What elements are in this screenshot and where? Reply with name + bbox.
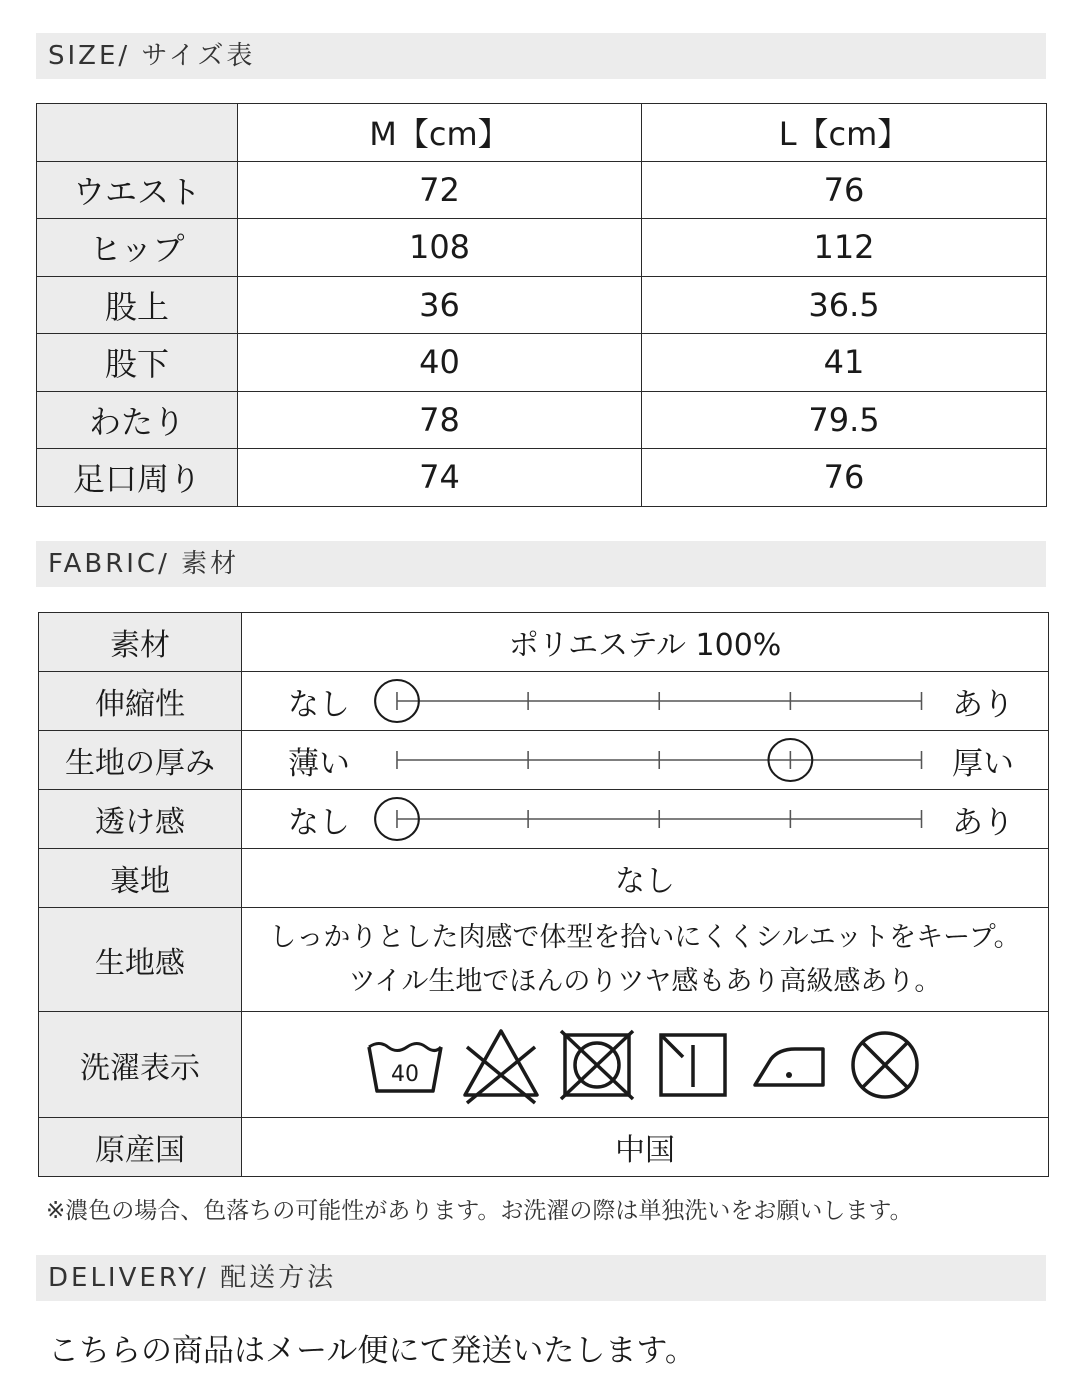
row-label: ウエスト xyxy=(37,161,238,219)
size-m-value: 78 xyxy=(238,391,642,449)
scale-left-label: 薄い xyxy=(288,745,350,782)
size-col-l: L【cm】 xyxy=(642,104,1047,162)
table-row xyxy=(37,161,1047,219)
table-row xyxy=(39,790,1049,849)
stretch-scale xyxy=(242,672,1048,730)
care-note: ※濃色の場合、色落ちの可能性があります。お洗濯の際は単独洗いをお願いします。 xyxy=(46,1198,913,1224)
table-row xyxy=(39,731,1049,790)
thickness-scale-cell xyxy=(242,731,1049,790)
no-bleach-icon xyxy=(461,1025,541,1105)
line-dry-shade-icon xyxy=(653,1025,733,1105)
size-col-m: M【cm】 xyxy=(238,104,642,162)
row-label: 生地感 xyxy=(39,908,242,1012)
row-label: 原産国 xyxy=(39,1118,242,1177)
no-dry-clean-icon xyxy=(845,1025,925,1105)
size-l-value: 36.5 xyxy=(642,276,1047,334)
row-label: 素材 xyxy=(39,613,242,672)
lining-value: なし xyxy=(242,849,1049,908)
table-row xyxy=(39,1012,1049,1118)
scale-graphic xyxy=(372,676,934,726)
origin-value: 中国 xyxy=(242,1118,1049,1177)
size-m-value: 36 xyxy=(238,276,642,334)
row-label: 生地の厚み xyxy=(39,731,242,790)
size-l-value: 79.5 xyxy=(642,391,1047,449)
table-row xyxy=(39,849,1049,908)
thickness-scale xyxy=(242,731,1048,789)
table-row xyxy=(37,449,1047,507)
size-section-header: SIZE/ サイズ表 xyxy=(36,33,1046,79)
care-icons-cell xyxy=(242,1012,1049,1118)
delivery-section-header: DELIVERY/ 配送方法 xyxy=(36,1255,1046,1301)
table-row xyxy=(37,219,1047,277)
no-tumble-dry-icon xyxy=(557,1025,637,1105)
sheerness-scale-cell xyxy=(242,790,1049,849)
table-row xyxy=(37,391,1047,449)
iron-low-icon xyxy=(749,1025,829,1105)
table-row xyxy=(37,276,1047,334)
table-row xyxy=(39,672,1049,731)
wash-temp-text: 40 xyxy=(391,1061,419,1087)
material-value: ポリエステル 100% xyxy=(242,613,1049,672)
size-l-value: 76 xyxy=(642,161,1047,219)
row-label: 洗濯表示 xyxy=(39,1012,242,1118)
row-label: 股上 xyxy=(37,276,238,334)
size-l-value: 76 xyxy=(642,449,1047,507)
scale-left-label: なし xyxy=(288,686,350,723)
row-label: 透け感 xyxy=(39,790,242,849)
scale-right-label: あり xyxy=(952,686,1014,723)
scale-right-label: あり xyxy=(952,804,1014,841)
row-label: わたり xyxy=(37,391,238,449)
size-m-value: 108 xyxy=(238,219,642,277)
size-table xyxy=(36,103,1047,507)
size-l-value: 41 xyxy=(642,334,1047,392)
row-label: 股下 xyxy=(37,334,238,392)
wash-40-icon xyxy=(365,1025,445,1105)
fabric-table xyxy=(38,612,1049,1177)
table-row xyxy=(37,334,1047,392)
sheerness-scale xyxy=(242,790,1048,848)
row-label: ヒップ xyxy=(37,219,238,277)
scale-left-label: なし xyxy=(288,804,350,841)
fabric-section-header: FABRIC/ 素材 xyxy=(36,541,1046,587)
size-l-value: 112 xyxy=(642,219,1047,277)
row-label: 裏地 xyxy=(39,849,242,908)
size-m-value: 72 xyxy=(238,161,642,219)
size-header-row xyxy=(37,104,1047,162)
delivery-text: こちらの商品はメール便にて発送いたします。 xyxy=(48,1333,696,1369)
fabric-feel-line: しっかりとした肉感で体型を拾いにくくシルエットをキープ。 xyxy=(269,921,1021,953)
size-m-value: 74 xyxy=(238,449,642,507)
scale-right-label: 厚い xyxy=(952,745,1014,782)
stretch-scale-cell xyxy=(242,672,1049,731)
row-label: 伸縮性 xyxy=(39,672,242,731)
size-m-value: 40 xyxy=(238,334,642,392)
scale-graphic xyxy=(372,735,934,785)
table-row xyxy=(39,1118,1049,1177)
row-label: 足口周り xyxy=(37,449,238,507)
fabric-feel-cell xyxy=(242,908,1049,1012)
table-row xyxy=(39,613,1049,672)
fabric-feel-line: ツイル生地でほんのりツヤ感もあり高級感あり。 xyxy=(348,965,942,997)
scale-graphic xyxy=(372,794,934,844)
size-corner-cell xyxy=(37,104,238,162)
table-row xyxy=(39,908,1049,1012)
care-icons xyxy=(242,1025,1048,1105)
